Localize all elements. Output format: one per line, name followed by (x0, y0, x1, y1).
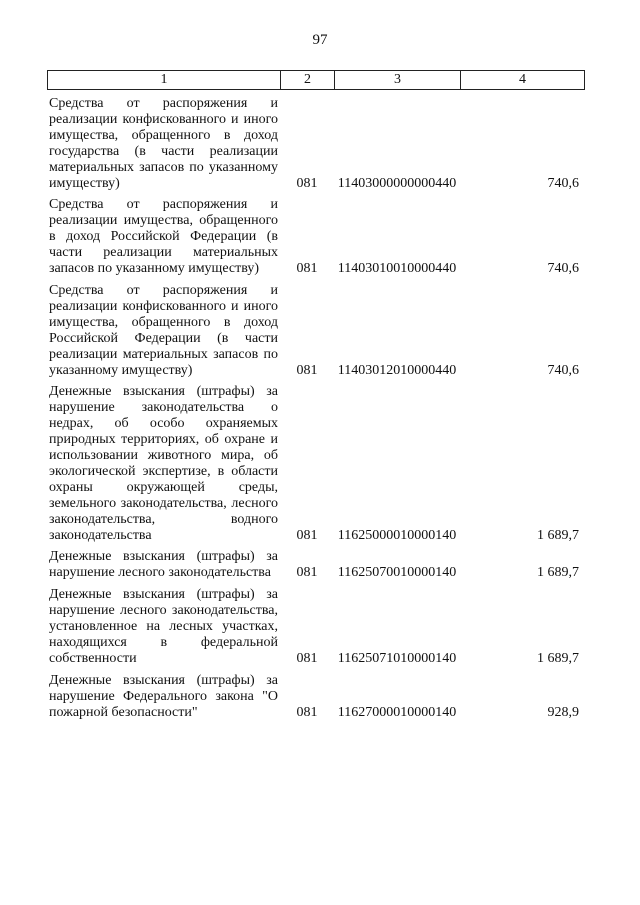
table-row (47, 283, 585, 378)
table-row (47, 549, 585, 581)
budget-code: 11625071010000140 (337, 650, 457, 666)
budget-code: 11625000010000140 (337, 527, 457, 543)
table-row (47, 673, 585, 721)
column-header-1: 1 (48, 71, 281, 89)
table-row (47, 587, 585, 667)
column-header-3: 3 (335, 71, 461, 89)
admin-code: 081 (296, 565, 318, 581)
revenue-name: Денежные взыскания (штрафы) за нарушение лесного законодательства, установленное на лесных участках, находящихся в федеральной собственности (49, 587, 278, 666)
revenue-name: Средства от распоряжения и реализации конфискованного и иного имущества, обращенного в доход Российской Федерации (в части реализации материальных запасов по указанному имуществу) (49, 282, 278, 378)
table-header (47, 70, 585, 90)
budget-code: 11625070010000140 (337, 565, 457, 581)
admin-code: 081 (296, 175, 318, 191)
revenue-name: Денежные взыскания (штрафы) за нарушение законодательства о недрах, об особо охраняемых природных территориях, об охране и использовании животного мира, об экологической экспертизе, в области охраны окружающей среды, земельного законодательства, лесного законодательства, водного законодательства (49, 384, 278, 543)
amount-value: 928,9 (547, 704, 579, 720)
table-row (47, 96, 585, 191)
budget-code: 11403012010000440 (337, 362, 457, 378)
admin-code: 081 (296, 362, 318, 378)
revenue-name: Денежные взыскания (штрафы) за нарушение Федерального закона "О пожарной безопасности" (49, 672, 278, 720)
table-row (47, 384, 585, 543)
revenue-name: Средства от распоряжения и реализации конфискованного и иного имущества, обращенного в доход государства (в части реализации материальных запасов по указанному имуществу) (49, 96, 278, 191)
budget-code: 11627000010000140 (337, 704, 457, 720)
amount-value: 740,6 (547, 261, 579, 277)
admin-code: 081 (296, 650, 318, 666)
revenue-name: Средства от распоряжения и реализации имущества, обращенного в доход Российской Федерации (в части реализации материальных запасов по указанному имуществу) (49, 197, 278, 277)
amount-value: 1 689,7 (537, 650, 579, 666)
table-body (47, 96, 585, 727)
amount-value: 740,6 (547, 175, 579, 191)
column-header-2: 2 (281, 71, 335, 89)
budget-code: 11403010010000440 (337, 261, 457, 277)
page-number: 97 (312, 32, 328, 48)
amount-value: 1 689,7 (537, 565, 579, 581)
revenue-name: Денежные взыскания (штрафы) за нарушение лесного законодательства (49, 549, 278, 581)
column-header-4: 4 (519, 72, 526, 87)
amount-value: 1 689,7 (537, 527, 579, 543)
admin-code: 081 (296, 704, 318, 720)
amount-value: 740,6 (547, 362, 579, 378)
admin-code: 081 (296, 527, 318, 543)
table-row (47, 197, 585, 277)
budget-code: 11403000000000440 (337, 175, 457, 191)
admin-code: 081 (296, 261, 318, 277)
